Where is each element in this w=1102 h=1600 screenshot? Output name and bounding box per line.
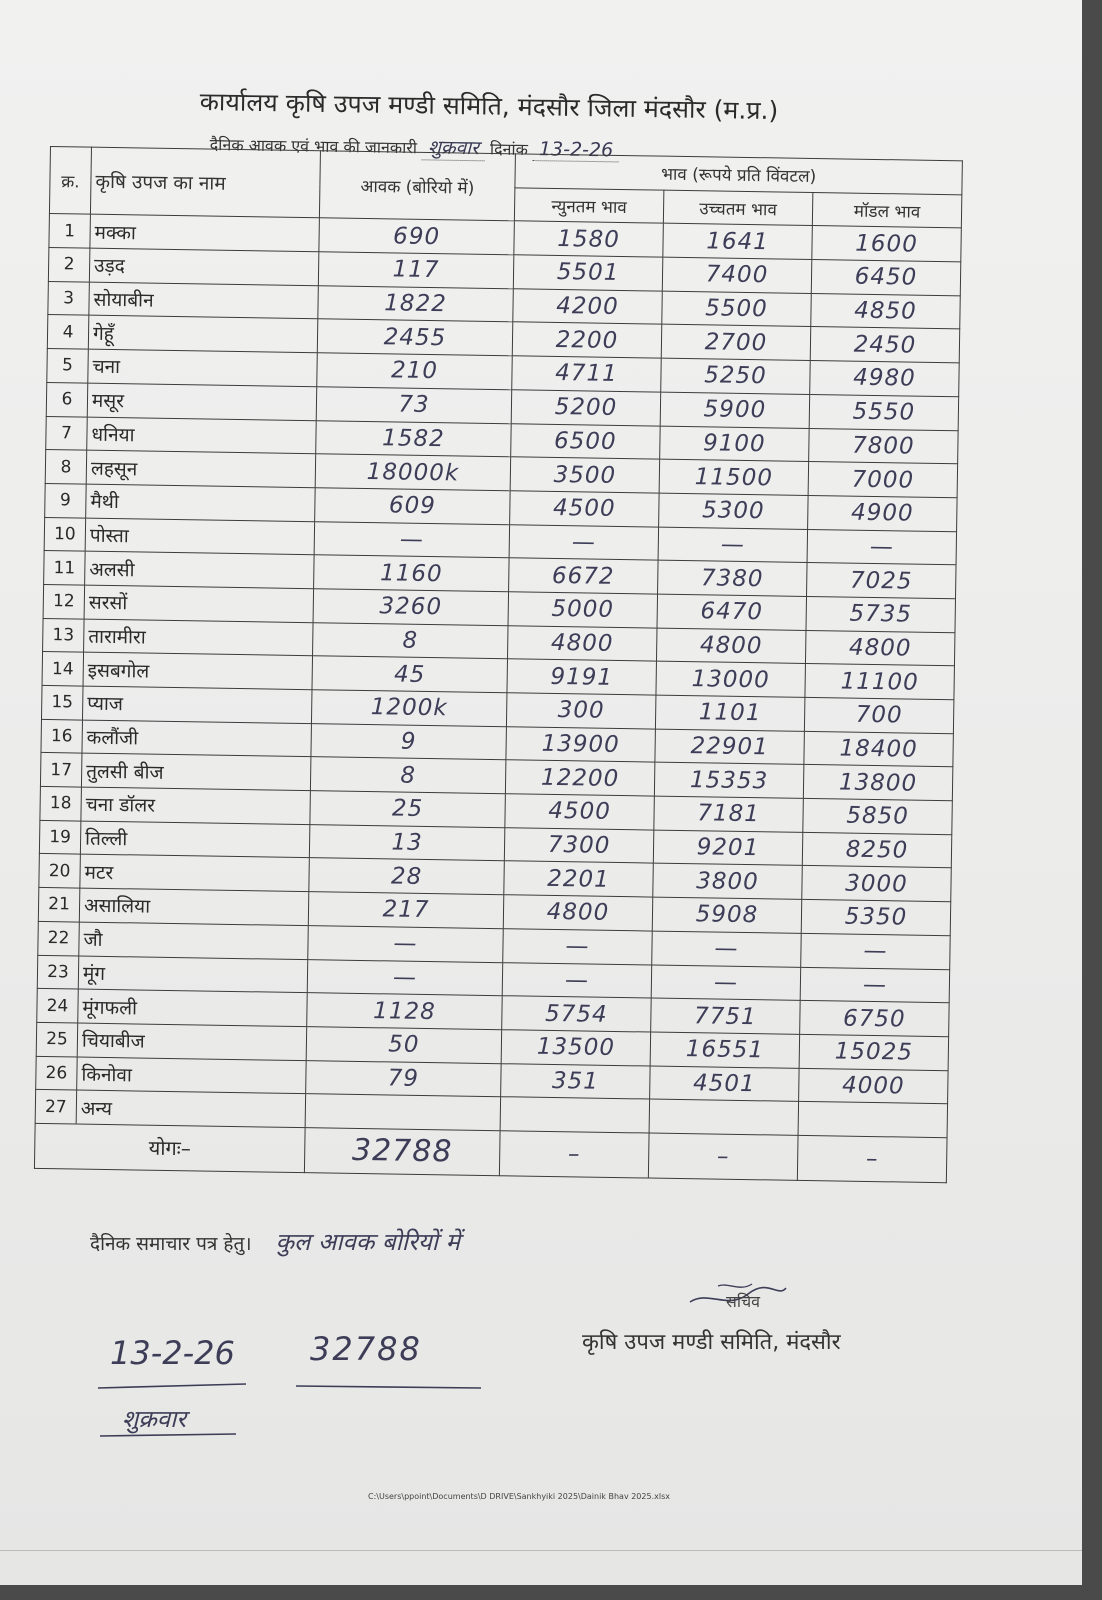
crop-name: अलसी — [85, 551, 315, 588]
total-min: – — [499, 1131, 649, 1178]
arrival-value: — — [308, 925, 504, 962]
crop-name: असालिया — [79, 888, 309, 925]
crop-name: तारामीरा — [84, 619, 314, 656]
row-number: 13 — [43, 618, 85, 652]
modal-price: 15025 — [799, 1034, 949, 1070]
max-price — [649, 1099, 799, 1135]
header-arrival: आवक (बोरियो में) — [319, 151, 515, 221]
crop-name: किनोवा — [77, 1057, 307, 1094]
min-price: 12200 — [505, 760, 655, 796]
arrival-value: — — [314, 521, 510, 558]
crop-name: मूंग — [78, 956, 308, 993]
footer-note-handwritten: कुल आवक बोरियों में — [275, 1228, 460, 1256]
arrival-value: 73 — [316, 387, 512, 424]
crop-name: तिल्ली — [80, 821, 310, 858]
header-price-group: भाव (रूपये प्रति विंवटल) — [515, 154, 962, 195]
max-price: 4800 — [656, 628, 806, 664]
crop-name: मक्का — [90, 215, 320, 252]
min-price: 5501 — [513, 255, 663, 291]
handwritten-date: 13-2-26 — [110, 1334, 235, 1372]
modal-price: 5350 — [801, 900, 951, 936]
modal-price — [798, 1102, 948, 1138]
max-price: 2700 — [661, 325, 811, 361]
handwritten-total: 32788 — [310, 1330, 422, 1368]
max-price: 5900 — [660, 392, 810, 428]
header-name: कृषि उपज का नाम — [90, 147, 320, 218]
modal-price: 4000 — [799, 1068, 949, 1104]
row-number: 24 — [37, 989, 79, 1023]
min-price: 6500 — [511, 423, 661, 459]
min-price — [500, 1097, 650, 1133]
row-number: 25 — [36, 1022, 78, 1056]
arrival-value: — — [307, 959, 503, 996]
row-number: 15 — [41, 685, 83, 719]
arrival-value: 117 — [318, 252, 514, 289]
row-number: 17 — [40, 753, 82, 787]
crop-name: मटर — [80, 855, 310, 892]
max-price: 9100 — [660, 426, 810, 462]
file-path: C:\Users\ppoint\Documents\D DRIVE\Sankhyiki 2025\Dainik Bhav 2025.xlsx — [368, 1492, 670, 1501]
modal-price: 4900 — [808, 495, 958, 531]
crop-name: तुलसी बीज — [81, 753, 311, 790]
max-price: 15353 — [654, 762, 804, 798]
header-min: न्युनतम भाव — [514, 187, 664, 223]
arrival-value: 8 — [313, 622, 509, 659]
row-number: 26 — [36, 1056, 78, 1090]
modal-price: — — [801, 933, 951, 969]
arrival-value: 50 — [306, 1027, 502, 1064]
row-number: 27 — [35, 1090, 77, 1124]
min-price: 2201 — [504, 861, 654, 897]
max-price: 6470 — [657, 594, 807, 630]
crop-name: मसूर — [87, 383, 317, 420]
modal-price: 4800 — [805, 630, 955, 666]
arrival-value: 79 — [306, 1060, 502, 1097]
min-price: 3500 — [510, 457, 660, 493]
subtitle-prefix: दैनिक आवक एवं भाव की जानकारी — [209, 134, 418, 158]
modal-price: — — [807, 529, 957, 565]
min-price: 4800 — [507, 625, 657, 661]
modal-price: 7000 — [808, 462, 958, 498]
arrival-value: 3260 — [313, 589, 509, 626]
arrival-value — [305, 1094, 501, 1131]
modal-price: 11100 — [805, 664, 955, 700]
min-price: 5200 — [511, 390, 661, 426]
arrival-value: 45 — [312, 656, 508, 693]
row-number: 10 — [44, 517, 86, 551]
row-number: 16 — [41, 719, 83, 753]
min-price: 300 — [506, 693, 656, 729]
office-signature-line: कृषि उपज मण्डी समिति, मंदसौर — [582, 1330, 841, 1355]
row-number: 20 — [39, 854, 81, 888]
max-price: 1101 — [655, 695, 805, 731]
modal-price: 6450 — [811, 260, 961, 296]
header-no: क्र. — [49, 147, 91, 215]
max-price: 3800 — [653, 864, 803, 900]
min-price: 9191 — [507, 659, 657, 695]
row-number: 19 — [39, 820, 81, 854]
max-price: 7751 — [651, 998, 801, 1034]
min-price: 4800 — [503, 895, 653, 931]
arrival-value: 1200k — [311, 690, 507, 727]
min-price: 6672 — [509, 558, 659, 594]
arrival-value: 9 — [311, 723, 507, 760]
row-number: 3 — [48, 281, 90, 315]
crop-name: उड़द — [89, 248, 319, 285]
date-handwritten: 13-2-26 — [533, 138, 620, 162]
modal-price: 8250 — [802, 832, 952, 868]
modal-price: 5735 — [806, 596, 956, 632]
modal-price: — — [800, 967, 950, 1003]
row-number: 21 — [38, 888, 80, 922]
modal-price: 700 — [804, 697, 954, 733]
row-number: 1 — [49, 214, 91, 248]
arrival-value: 28 — [309, 858, 505, 895]
modal-price: 18400 — [804, 731, 954, 767]
min-price: 5754 — [502, 996, 652, 1032]
max-price: 7380 — [658, 560, 808, 596]
row-number: 7 — [46, 416, 88, 450]
crop-name: सरसों — [84, 585, 314, 622]
arrival-value: 13 — [309, 824, 505, 861]
arrival-value: 690 — [319, 218, 515, 255]
crop-name: सोयाबीन — [89, 282, 319, 319]
max-price: 9201 — [653, 830, 803, 866]
office-title: कार्यालय कृषि उपज मण्डी समिति, मंदसौर जिला मंदसौर (म.प्र.) — [199, 86, 779, 126]
date-label: दिनांक — [489, 139, 529, 159]
max-price: — — [652, 931, 802, 967]
crop-name: पोस्ता — [85, 518, 315, 555]
min-price: 2200 — [512, 322, 662, 358]
max-price: 4501 — [650, 1066, 800, 1102]
arrival-value: 609 — [315, 488, 511, 525]
arrival-value: 1160 — [314, 555, 510, 592]
arrival-value: 25 — [310, 791, 506, 828]
table-body — [35, 214, 961, 1138]
crop-name: मैथी — [86, 484, 316, 521]
max-price: 13000 — [656, 661, 806, 697]
row-number: 11 — [44, 551, 86, 585]
arrival-value: 18000k — [315, 454, 511, 491]
min-price: 1580 — [514, 221, 664, 257]
crop-name: गेहूँ — [88, 316, 318, 353]
rates-table — [34, 146, 963, 1183]
arrival-value: 1128 — [307, 993, 503, 1030]
total-max: – — [648, 1133, 798, 1180]
total-arrival: 32788 — [304, 1128, 500, 1176]
min-price: 4500 — [505, 794, 655, 830]
modal-price: 1600 — [812, 226, 962, 262]
modal-price: 3000 — [802, 866, 952, 902]
crop-name: चियाबीज — [77, 1023, 307, 1060]
row-number: 22 — [38, 921, 80, 955]
header-modal: मॉडल भाव — [812, 192, 962, 228]
min-price: 13500 — [501, 1030, 651, 1066]
row-number: 18 — [40, 786, 82, 820]
row-number: 23 — [37, 955, 79, 989]
min-price: — — [509, 524, 659, 560]
arrival-value: 1582 — [316, 420, 512, 457]
min-price: — — [503, 929, 653, 965]
crop-name: चना — [88, 349, 318, 386]
crop-name: अन्य — [76, 1090, 306, 1127]
modal-price: 4850 — [811, 293, 961, 329]
row-number: 14 — [42, 652, 84, 686]
max-price: 11500 — [659, 459, 809, 495]
modal-price: 5850 — [803, 798, 953, 834]
max-price: — — [658, 527, 808, 563]
min-price: — — [502, 962, 652, 998]
crop-name: लहसून — [86, 450, 316, 487]
arrival-value: 210 — [317, 353, 513, 390]
header-max: उच्चतम भाव — [663, 190, 813, 226]
crop-name: जौ — [79, 922, 309, 959]
max-price: 7181 — [654, 796, 804, 832]
modal-price: 7800 — [809, 428, 959, 464]
crop-name: धनिया — [87, 417, 317, 454]
arrival-value: 8 — [310, 757, 506, 794]
row-number: 5 — [47, 349, 89, 383]
total-modal: – — [797, 1135, 947, 1182]
min-price: 4500 — [510, 491, 660, 527]
crop-name: प्याज — [82, 686, 312, 723]
row-number: 9 — [45, 483, 87, 517]
min-price: 351 — [501, 1063, 651, 1099]
row-number: 12 — [43, 584, 85, 618]
rates-table-wrapper — [34, 146, 963, 1183]
max-price: 1641 — [663, 224, 813, 260]
modal-price: 13800 — [803, 765, 953, 801]
max-price: 5908 — [652, 897, 802, 933]
footer-note — [90, 1225, 460, 1258]
arrival-value: 217 — [308, 892, 504, 929]
min-price: 4711 — [512, 356, 662, 392]
min-price: 13900 — [506, 726, 656, 762]
modal-price: 2450 — [810, 327, 960, 363]
max-price: 5250 — [661, 358, 811, 394]
max-price: 22901 — [655, 729, 805, 765]
modal-price: 6750 — [800, 1001, 950, 1037]
max-price: 7400 — [662, 257, 812, 293]
min-price: 7300 — [504, 827, 654, 863]
max-price: 5500 — [662, 291, 812, 327]
modal-price: 4980 — [810, 361, 960, 397]
row-number: 2 — [48, 248, 90, 282]
crop-name: कलौंजी — [82, 720, 312, 757]
row-number: 6 — [46, 382, 88, 416]
max-price: — — [651, 965, 801, 1001]
crop-name: चना डॉलर — [81, 787, 311, 824]
arrival-value: 2455 — [317, 319, 513, 356]
modal-price: 7025 — [807, 563, 957, 599]
arrival-value: 1822 — [318, 285, 514, 322]
row-number: 4 — [47, 315, 89, 349]
crop-name: इसबगोल — [83, 652, 313, 689]
page-edge-line — [0, 1550, 1082, 1551]
day-handwritten: शुक्रवार — [422, 133, 485, 161]
footer-note-text: दैनिक समाचार पत्र हेतु। — [90, 1233, 252, 1255]
min-price: 5000 — [508, 592, 658, 628]
crop-name: मूंगफली — [78, 989, 308, 1026]
total-label: योगः– — [34, 1123, 305, 1172]
handwritten-day: शुक्रवार — [122, 1405, 187, 1433]
min-price: 4200 — [513, 289, 663, 325]
modal-price: 5550 — [809, 394, 959, 430]
row-number: 8 — [45, 450, 87, 484]
max-price: 5300 — [659, 493, 809, 529]
secretary-label: सचिव — [726, 1292, 761, 1311]
max-price: 16551 — [650, 1032, 800, 1068]
